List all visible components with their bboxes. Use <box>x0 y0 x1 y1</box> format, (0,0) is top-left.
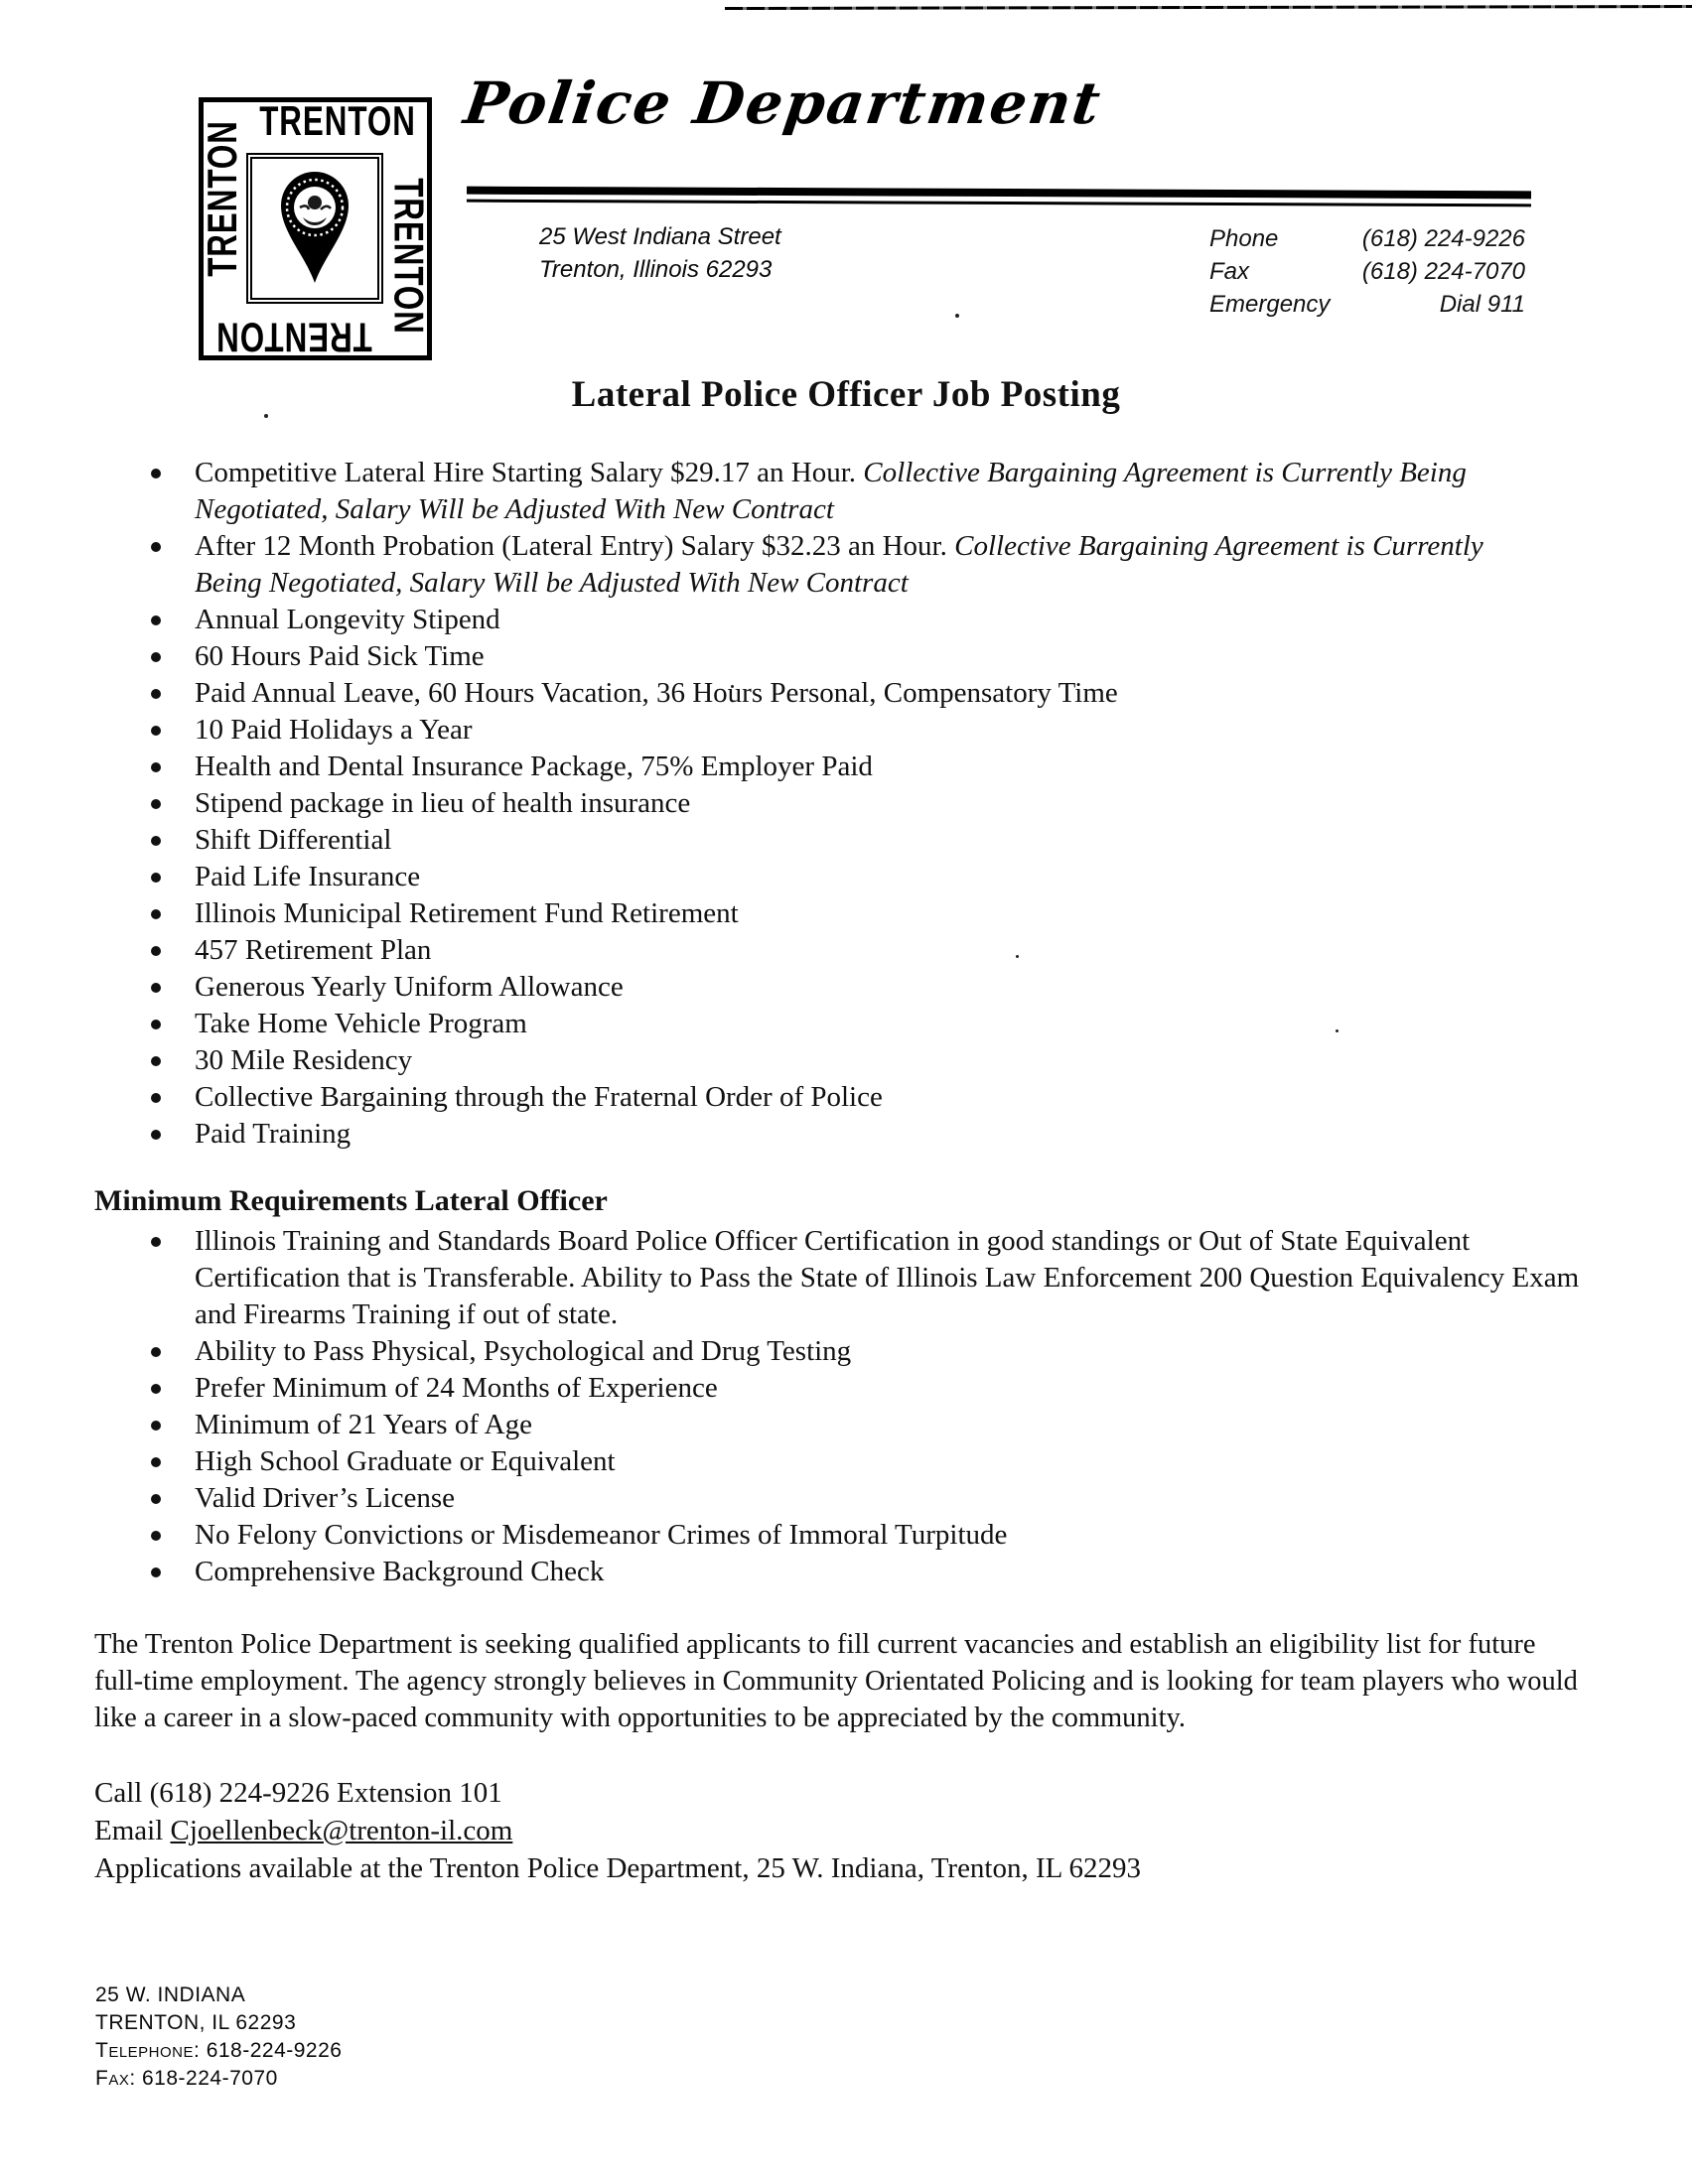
contact-row-phone <box>1209 222 1525 255</box>
footer-address-line2: TRENTON, IL 62293 <box>95 2011 297 2034</box>
logo-word-left: TRENTON <box>199 120 245 277</box>
document-body <box>94 455 1584 1887</box>
footer-telephone-line <box>95 2037 342 2065</box>
footer-letterhead <box>95 1981 342 2093</box>
list-item: No Felony Convictions or Misdemeanor Crimes of Immoral Turpitude <box>195 1517 1584 1554</box>
list-item: Paid Life Insurance <box>195 859 1544 895</box>
logo-badge-frame <box>250 157 379 300</box>
letterhead-contacts <box>1209 222 1525 321</box>
footer-telephone-value: 618-224-9226 <box>200 2039 343 2062</box>
list-item: After 12 Month Probation (Lateral Entry) Salary $32.23 an Hour. Collective Bargaining Agreement is Currently Being Negotiated, Salary Will be Adjusted With New Contract <box>195 528 1544 602</box>
phone-value: (618) 224-9226 <box>1361 225 1525 252</box>
phone-label: Phone <box>1209 225 1279 252</box>
list-item: Annual Longevity Stipend <box>195 602 1544 638</box>
logo-word-right: TRENTON <box>385 178 432 335</box>
department-script-title: Police Department <box>460 69 1106 137</box>
list-item: High School Graduate or Equivalent <box>195 1443 1584 1480</box>
page-title: Lateral Police Officer Job Posting <box>571 374 1121 415</box>
footer-fax-line <box>95 2065 342 2093</box>
letterhead-address <box>539 220 781 286</box>
applications-line: Applications available at the Trenton Police Department, 25 W. Indiana, Trenton, IL 62293 <box>94 1852 1142 1884</box>
address-street: 25 West Indiana Street <box>539 223 781 250</box>
list-item: Paid Training <box>195 1116 1544 1153</box>
footer-address-line1: 25 W. INDIANA <box>95 1983 246 2006</box>
list-item: 457 Retirement Plan <box>195 932 1544 969</box>
list-item: Comprehensive Background Check <box>195 1554 1584 1590</box>
list-item: Competitive Lateral Hire Starting Salary $29.17 an Hour. Collective Bargaining Agreement is Currently Being Negotiated, Salary Will be Adjusted With New Contract <box>195 455 1544 528</box>
closing-paragraph: The Trenton Police Department is seeking qualified applicants to fill current vacancies and establish an eligibility list for future full-time employment. The agency strongly believes in Community Orientated Policing and is looking for team players who would like a career in a slow-paced community with opportunities to be appreciated by the community. <box>94 1629 1578 1733</box>
email-link[interactable]: Cjoellenbeck@trenton-il.com <box>170 1815 513 1846</box>
list-item: Shift Differential <box>195 822 1544 859</box>
contact-row-emergency <box>1209 288 1525 321</box>
fax-label: Fax <box>1209 258 1250 285</box>
list-item: 30 Mile Residency <box>195 1042 1544 1079</box>
list-item: Health and Dental Insurance Package, 75% Employer Paid <box>195 749 1544 785</box>
list-item: Collective Bargaining through the Fraternal Order of Police <box>195 1079 1544 1116</box>
footer-fax-value: 618-224-7070 <box>135 2067 278 2090</box>
trenton-stencil-logo <box>199 97 432 360</box>
logo-word-top: TRENTON <box>259 97 416 144</box>
email-line <box>94 1812 1584 1849</box>
logo-word-bottom: TRENTON <box>215 314 372 360</box>
list-item: Ability to Pass Physical, Psychological and Drug Testing <box>195 1333 1584 1370</box>
emergency-label: Emergency <box>1209 291 1331 318</box>
scan-artifact <box>955 314 959 318</box>
list-item: Minimum of 21 Years of Age <box>195 1407 1584 1443</box>
application-contact-block <box>94 1774 1584 1887</box>
footer-fax-label: Fax: <box>95 2067 136 2090</box>
list-item: Illinois Municipal Retirement Fund Retirement <box>195 895 1544 932</box>
email-label: Email <box>94 1815 171 1846</box>
trenton-badge-icon <box>273 170 356 287</box>
call-line: Call (618) 224-9226 Extension 101 <box>94 1777 502 1809</box>
list-item: Paid Annual Leave, 60 Hours Vacation, 36 Hours Personal, Compensatory Time <box>195 675 1544 712</box>
section-heading-minimum-requirements: Minimum Requirements Lateral Officer <box>94 1184 608 1217</box>
header-rule <box>467 187 1531 207</box>
scan-artifact-line <box>725 5 1692 10</box>
requirements-list <box>94 1223 1584 1590</box>
list-item: Generous Yearly Uniform Allowance <box>195 969 1544 1006</box>
footer-telephone-label: Telephone: <box>95 2039 201 2062</box>
list-item: 60 Hours Paid Sick Time <box>195 638 1544 675</box>
list-item: Prefer Minimum of 24 Months of Experience <box>195 1370 1584 1407</box>
list-item: Valid Driver’s License <box>195 1480 1584 1517</box>
contact-row-fax <box>1209 255 1525 288</box>
list-item: Take Home Vehicle Program <box>195 1006 1544 1042</box>
fax-value: (618) 224-7070 <box>1361 258 1525 285</box>
address-city: Trenton, Illinois 62293 <box>539 256 773 283</box>
benefits-list <box>94 455 1544 1153</box>
list-item: Illinois Training and Standards Board Police Officer Certification in good standings or Out of State Equivalent Certification that is Transferable. Ability to Pass the State of Illinois Law Enforcement 200 Question Equivalency Exam and Firearms Training if out of state. <box>195 1223 1584 1333</box>
list-item: Stipend package in lieu of health insurance <box>195 785 1544 822</box>
emergency-value: Dial 911 <box>1439 291 1525 318</box>
list-item: 10 Paid Holidays a Year <box>195 712 1544 749</box>
